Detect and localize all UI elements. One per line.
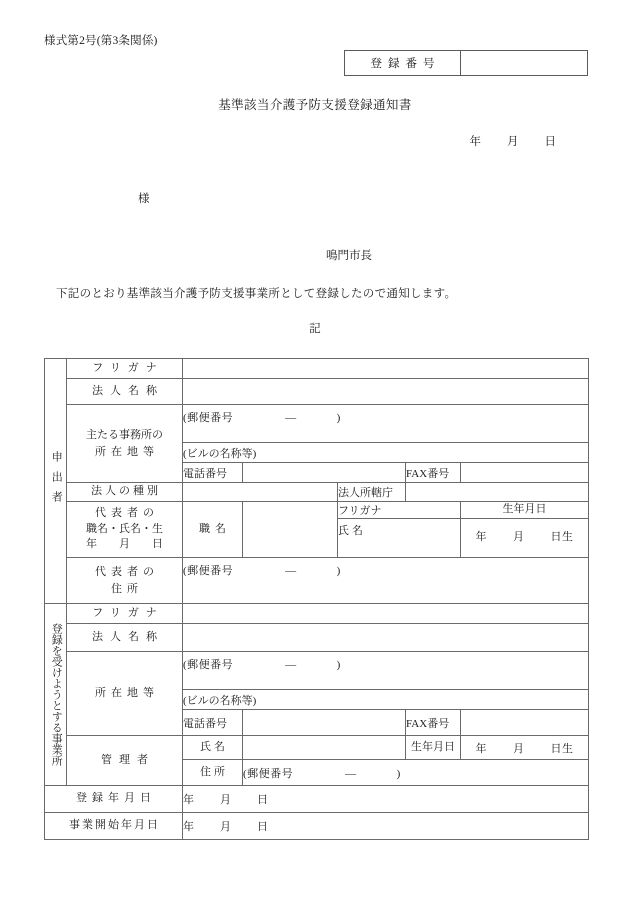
applicant-corporate-name-label: 法人名称 (67, 379, 183, 405)
applicant-rep-furigana-field[interactable] (338, 502, 461, 519)
office-building-label: (ビルの名称等) (183, 694, 257, 707)
registration-number-value[interactable] (461, 51, 587, 75)
applicant-corporate-type-field[interactable] (183, 483, 338, 502)
table-row (45, 624, 589, 652)
applicant-office-building-label: (ビルの名称等) (183, 447, 257, 460)
applicant-rep-label-line1: 代表者の (95, 506, 159, 519)
applicant-corporate-name-field[interactable] (183, 379, 589, 405)
office-postal-close: ) (336, 659, 341, 671)
office-manager-postal-dash: — (345, 767, 357, 780)
office-manager-address-field[interactable] (243, 760, 589, 786)
start-date-year: 年 (183, 821, 194, 833)
ki-mark: 記 (309, 323, 321, 335)
applicant-rep-label-line2: 職名・氏名・生 (86, 522, 163, 535)
office-corporate-name-label: 法人名称 (67, 624, 183, 652)
start-date-month: 月 (220, 821, 231, 833)
registration-number-label: 登録番号 (345, 51, 461, 75)
start-date-day: 日 (257, 821, 268, 833)
applicant-rail (45, 359, 67, 604)
office-postal-dash: — (285, 659, 297, 671)
applicant-birth-year: 年 (475, 531, 488, 543)
registration-form-table (44, 358, 589, 840)
registration-date-year: 年 (183, 794, 194, 806)
table-row (45, 502, 589, 519)
issuer-name: 鳴門市長 (326, 250, 372, 262)
applicant-birth-month: 月 (513, 531, 525, 543)
applicant-rep-address-label-line1: 代表者の (95, 566, 159, 578)
start-date-field[interactable] (183, 813, 589, 840)
registration-date-field[interactable] (183, 786, 589, 813)
table-row (45, 813, 589, 840)
office-birth-month: 月 (513, 742, 525, 755)
body-text: 下記のとおり基準該当介護予防支援事業所として登録したので通知します。 (56, 288, 457, 300)
applicant-furigana-label: フリガナ (67, 359, 183, 379)
registration-number-box (344, 50, 588, 76)
applicant-rep-label (67, 502, 183, 558)
applicant-birth-day: 日生 (550, 531, 574, 543)
table-row (45, 483, 589, 502)
applicant-office-postal-field[interactable] (183, 405, 589, 443)
table-row (45, 359, 589, 379)
office-corporate-name-field[interactable] (183, 624, 589, 652)
office-building-field[interactable] (183, 690, 589, 710)
office-manager-name-field[interactable] (243, 736, 406, 760)
office-manager-address-label: 住所 (183, 760, 243, 786)
table-row (45, 604, 589, 624)
office-postal-label: (郵便番号 (183, 659, 234, 671)
office-furigana-field[interactable] (183, 604, 589, 624)
office-furigana-label: フリガナ (67, 604, 183, 624)
applicant-rep-furigana-label: フリガナ (338, 505, 382, 517)
form-code: 様式第2号(第3条関係) (44, 35, 158, 47)
office-manager-postal-label: (郵便番号 (243, 767, 294, 780)
applicant-birthdate-label: 生年月日 (461, 502, 589, 519)
applicant-phone-field[interactable] (243, 463, 406, 483)
table-row (45, 379, 589, 405)
applicant-office-building-field[interactable] (183, 443, 589, 463)
applicant-rep-name-field[interactable] (338, 519, 461, 558)
table-row (45, 786, 589, 813)
applicant-rep-address-label-line2: 住所 (111, 582, 143, 595)
applicant-birthdate-ymd (461, 528, 588, 544)
applicant-competent-authority-label: 法人所轄庁 (338, 483, 406, 502)
applicant-rep-address-field[interactable] (183, 558, 589, 604)
applicant-rep-name-label: 氏名 (338, 525, 366, 537)
applicant-phone-label: 電話番号 (183, 463, 243, 483)
registration-date-day: 日 (257, 794, 268, 806)
registration-date-label: 登録年月日 (45, 786, 183, 813)
applicant-main-office-label (67, 405, 183, 483)
issue-date-year: 年 (469, 136, 481, 148)
applicant-office-postal-dash: — (285, 412, 297, 424)
applicant-office-postal-close: ) (336, 412, 341, 424)
office-birth-year: 年 (475, 742, 488, 755)
office-manager-name-label: 氏名 (183, 736, 243, 760)
office-fax-label: FAX番号 (406, 710, 461, 736)
applicant-rep-postal-dash: — (285, 565, 297, 577)
issue-date-month: 月 (507, 136, 519, 148)
applicant-rep-postal-label: (郵便番号 (183, 565, 234, 577)
office-location-label: 所在地等 (67, 652, 183, 736)
applicant-rep-label-line3: 年 月 日 (86, 538, 163, 551)
applicant-furigana-field[interactable] (183, 359, 589, 379)
document-title: 基準該当介護予防支援登録通知書 (218, 98, 412, 112)
applicant-birthdate-field[interactable] (461, 519, 589, 558)
applicant-fax-label: FAX番号 (406, 463, 461, 483)
applicant-corporate-type-label: 法人の種別 (67, 483, 183, 502)
applicant-job-title-field[interactable] (243, 502, 338, 558)
table-row (45, 736, 589, 760)
applicant-main-office-label-line2: 所在地等 (95, 445, 159, 458)
table-row (45, 558, 589, 604)
office-postal-field[interactable] (183, 652, 589, 690)
office-phone-field[interactable] (243, 710, 406, 736)
applicant-main-office-label-line1: 主たる事務所の (86, 429, 163, 441)
office-fax-field[interactable] (461, 710, 589, 736)
office-manager-label: 管理者 (67, 736, 183, 786)
issuer-block (0, 247, 588, 263)
applicant-rail-label: 申出者 (50, 451, 63, 511)
office-rail-label: 登録を受けようとする事業所 (50, 623, 63, 766)
table-row (45, 652, 589, 690)
issue-date-line (0, 133, 588, 149)
office-manager-birthdate-field[interactable] (461, 736, 589, 760)
office-rail (45, 604, 67, 786)
office-birth-day: 日生 (550, 742, 574, 755)
office-manager-birthdate-label: 生年月日 (406, 736, 461, 760)
table-row (45, 405, 589, 443)
office-phone-label: 電話番号 (183, 710, 243, 736)
registration-date-month: 月 (220, 794, 231, 806)
applicant-office-postal-label: (郵便番号 (183, 412, 234, 424)
issue-date-day: 日 (544, 136, 556, 148)
applicant-rep-address-label (67, 558, 183, 604)
office-manager-postal-close: ) (396, 767, 401, 780)
applicant-rep-postal-close: ) (336, 565, 341, 577)
applicant-competent-authority-field[interactable] (406, 483, 589, 502)
start-date-label: 事業開始年月日 (45, 813, 183, 840)
applicant-fax-field[interactable] (461, 463, 589, 483)
addressee-honorific: 様 (138, 193, 150, 205)
applicant-job-title-label: 職名 (183, 502, 243, 558)
